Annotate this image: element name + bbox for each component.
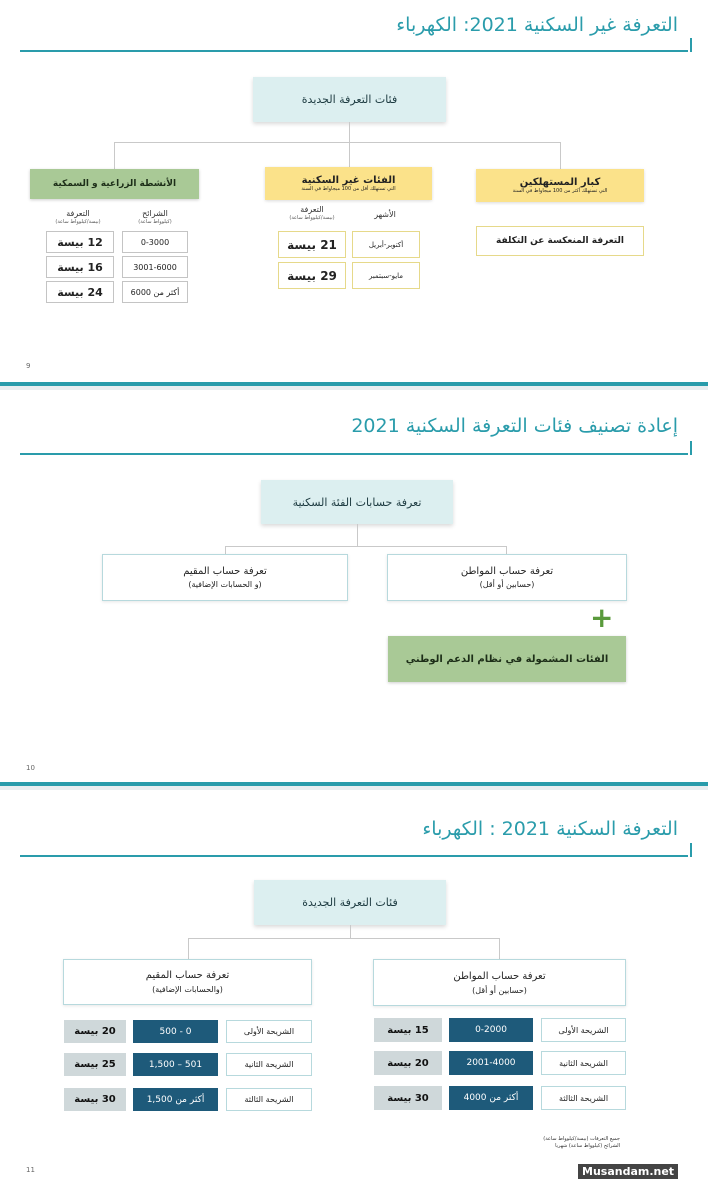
box-label: الفئات المشمولة في نظام الدعم الوطني — [405, 653, 609, 665]
box-label: تعرفة حساب المقيم — [145, 970, 230, 981]
cell-value: 20 بيسة — [387, 1057, 429, 1069]
tier-label-cell — [541, 1086, 626, 1110]
connector — [349, 122, 350, 142]
cell-value: 29 بيسة — [287, 268, 337, 283]
cell-value: الشريحة الأولى — [558, 1025, 609, 1035]
box-sub: (والحسابات الإضافية) — [152, 985, 223, 994]
cell-value: أكثر من 4000 — [463, 1093, 519, 1103]
box-label: تعرفة حسابات الفئة السكنية — [292, 495, 422, 509]
cell-value: أكثر من 1,500 — [146, 1094, 205, 1105]
cell-value: 12 بيسة — [57, 235, 103, 249]
header-unit: (بيسة/كيلوواط ساعة) — [289, 215, 335, 221]
connector — [349, 142, 350, 167]
tariff-cell — [46, 256, 114, 278]
tariff-cell — [46, 281, 114, 303]
slide-3 — [0, 790, 708, 1188]
tier-cell — [122, 231, 188, 253]
watermark: Musandam.net — [578, 1164, 678, 1179]
tariff-cell — [278, 262, 346, 289]
header-unit: (كيلوواط ساعة) — [138, 219, 172, 225]
title-rule — [20, 50, 688, 52]
cell-value: 2001-4000 — [466, 1058, 516, 1068]
national-subsidy-categories-box — [388, 636, 626, 682]
tier-label-cell — [226, 1020, 312, 1043]
cell-value: 0 - 500 — [159, 1026, 192, 1037]
connector — [188, 938, 500, 939]
connector — [357, 524, 358, 546]
header-unit: (بيسة/كيلوواط ساعة) — [55, 219, 101, 225]
tier-label-cell — [226, 1088, 312, 1111]
cell-value: 3001-6000 — [133, 262, 177, 272]
box-label: الأنشطة الزراعية و السمكية — [52, 179, 177, 189]
box-label: تعرفة حساب المقيم — [183, 566, 267, 577]
tariff-cell — [374, 1018, 442, 1042]
cell-value: الشريحة الثالثة — [244, 1095, 294, 1104]
slide-1 — [0, 0, 708, 382]
cell-value: 0-3000 — [140, 237, 170, 247]
range-cell — [133, 1088, 218, 1111]
cell-value: الشريحة الأولى — [243, 1027, 295, 1036]
range-cell — [449, 1051, 533, 1075]
resident-account-tariff-box — [102, 554, 348, 601]
footnote-line: جميع التعرفات (بيسة/كيلوواط ساعة) — [543, 1136, 620, 1142]
box-label: تعرفة حساب المواطن — [453, 970, 546, 982]
box-label: فئات التعرفة الجديدة — [302, 896, 398, 909]
large-consumers-box — [476, 169, 644, 202]
resident-account-tariff-box — [63, 959, 312, 1005]
cell-value: 501 – 1,500 — [148, 1059, 203, 1070]
months-cell — [352, 262, 420, 289]
tariff-cell — [374, 1051, 442, 1075]
tariff-cell — [278, 231, 346, 258]
cell-value: 24 بيسة — [57, 285, 103, 299]
cost-reflective-tariff-box — [476, 226, 644, 256]
cell-value: الشريحة الثالثة — [558, 1093, 609, 1103]
connector — [225, 546, 226, 554]
title-tick — [690, 441, 692, 455]
slide-title: إعادة تصنيف فئات التعرفة السكنية 2021 — [351, 415, 678, 437]
connector — [560, 142, 561, 169]
tariff-column-header — [46, 209, 110, 227]
tariff-cell — [64, 1053, 126, 1076]
slide-2 — [0, 390, 708, 782]
footnote-line: الشرائح (كيلوواط ساعة) شهريا — [555, 1143, 620, 1149]
connector — [114, 142, 560, 143]
connector — [499, 938, 500, 959]
range-cell — [133, 1020, 218, 1043]
cell-value: 30 بيسة — [387, 1092, 429, 1104]
page-number: 11 — [26, 1166, 35, 1174]
title-rule — [20, 453, 688, 455]
cell-value: 0-2000 — [475, 1025, 507, 1035]
tier-label-cell — [541, 1051, 626, 1075]
box-label: فئات التعرفة الجديدة — [301, 93, 398, 106]
box-label: التعرفة المنعكسة عن التكلفة — [496, 236, 624, 246]
box-label: كبار المستهلكين — [519, 177, 601, 188]
agri-fisheries-box — [30, 169, 199, 199]
slide-title: التعرفة غير السكنية 2021: الكهرباء — [396, 14, 678, 36]
header-label: التعرفة — [300, 205, 324, 214]
footnote — [543, 1136, 620, 1150]
title-tick — [690, 38, 692, 52]
cell-value: 21 بيسة — [287, 237, 337, 252]
page-number: 9 — [26, 362, 31, 370]
box-sub: (حسابين أو أقل) — [479, 580, 535, 589]
title-tick — [690, 843, 692, 857]
connector — [188, 938, 189, 959]
box-label: الفئات غير السكنية — [301, 175, 396, 186]
plus-icon: + — [590, 601, 614, 634]
cell-value: 16 بيسة — [57, 260, 103, 274]
months-column-header — [352, 210, 418, 219]
box-label: تعرفة حساب المواطن — [460, 566, 554, 577]
tier-cell — [122, 281, 188, 303]
slide-separator — [0, 382, 708, 386]
title-rule — [20, 855, 688, 857]
residential-accounts-tariff-box — [261, 480, 453, 524]
tariff-cell — [374, 1086, 442, 1110]
citizen-account-tariff-box — [373, 959, 626, 1006]
tariff-cell — [64, 1088, 126, 1111]
tariff-cell — [64, 1020, 126, 1043]
box-sub: (حسابين أو أقل) — [472, 985, 527, 995]
tariff-column-header — [280, 205, 344, 223]
cell-value: الشريحة الثانية — [244, 1060, 294, 1069]
range-cell — [133, 1053, 218, 1076]
box-sub: التي تستهلك أقل من 100 ميجاواط في السنة — [301, 186, 396, 192]
header-label: الأشهر — [374, 210, 396, 219]
page-number: 10 — [26, 764, 35, 772]
tier-label-cell — [541, 1018, 626, 1042]
box-sub: (و الحسابات الإضافية) — [188, 580, 262, 589]
cell-value: الشريحة الثانية — [559, 1058, 608, 1068]
header-label: التعرفة — [66, 209, 90, 218]
range-cell — [449, 1018, 533, 1042]
tier-cell — [122, 256, 188, 278]
new-tariff-categories-box — [254, 880, 446, 925]
cell-value: 20 بيسة — [74, 1026, 116, 1037]
tier-label-cell — [226, 1053, 312, 1076]
citizen-account-tariff-box — [387, 554, 627, 601]
slide-title: التعرفة السكنية 2021 : الكهرباء — [422, 818, 678, 840]
new-tariff-categories-box — [253, 77, 446, 122]
connector — [114, 142, 115, 169]
cell-value: مايو-سبتمبر — [368, 271, 404, 280]
box-sub: التي تستهلك أكثر من 100 ميجاواط في السنة — [512, 188, 608, 194]
connector — [506, 546, 507, 554]
header-label: الشرائح — [142, 209, 168, 218]
tariff-cell — [46, 231, 114, 253]
cell-value: 15 بيسة — [387, 1024, 429, 1036]
tier-column-header — [122, 209, 188, 227]
cell-value: 30 بيسة — [74, 1094, 116, 1105]
cell-value: أكثر من 6000 — [130, 287, 180, 297]
connector — [225, 546, 507, 547]
non-residential-box — [265, 167, 432, 200]
connector — [350, 925, 351, 938]
cell-value: أكتوبر-أبريل — [368, 240, 404, 249]
months-cell — [352, 231, 420, 258]
slide-separator — [0, 782, 708, 786]
range-cell — [449, 1086, 533, 1110]
cell-value: 25 بيسة — [74, 1059, 116, 1070]
